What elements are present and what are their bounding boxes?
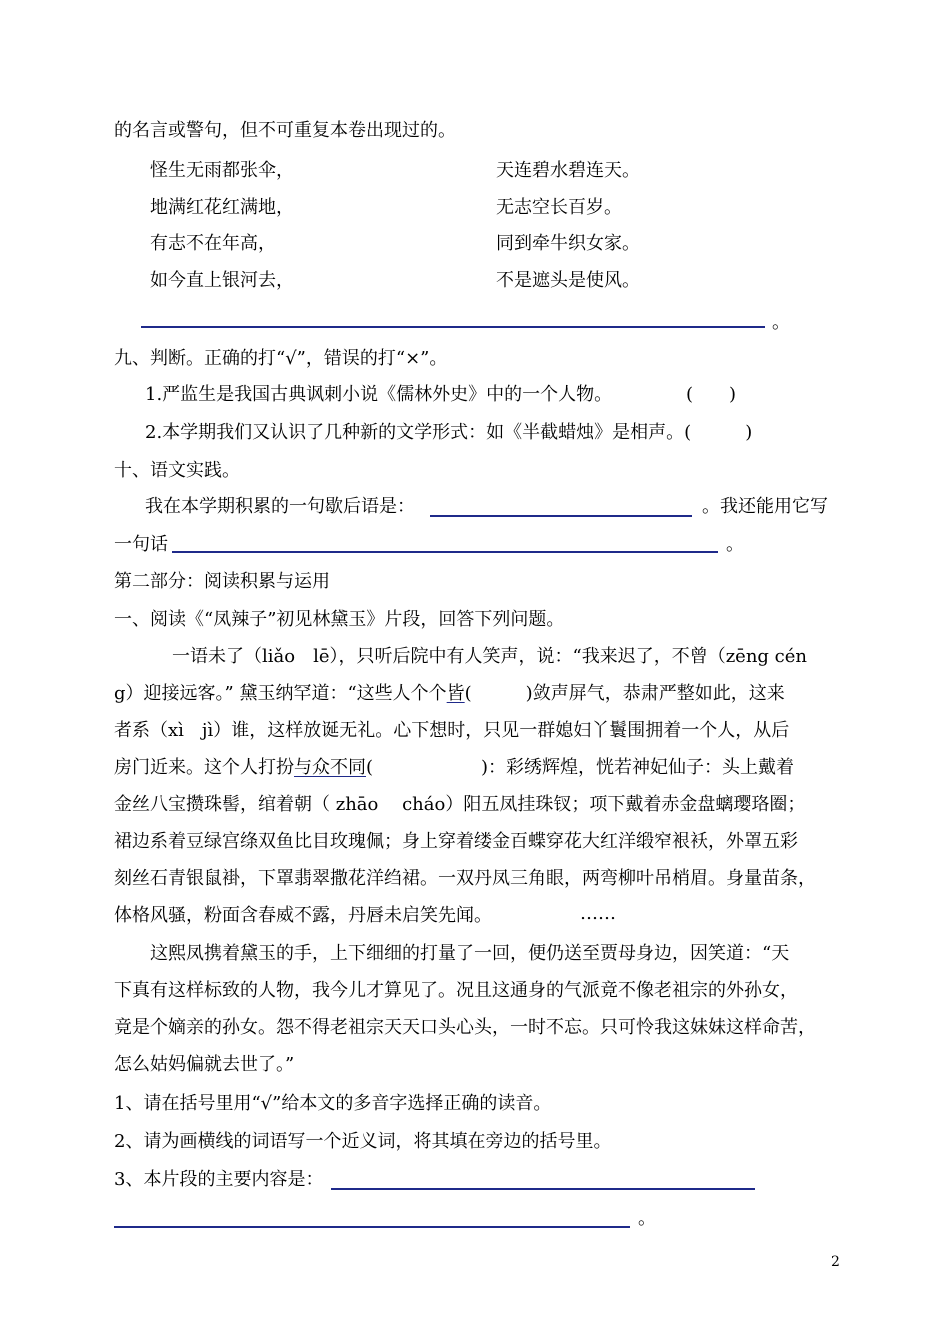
sec10-title: 十、语文实践。 <box>114 460 240 481</box>
page-number: 2 <box>831 1254 840 1270</box>
sec10-line2-end: 。 <box>726 534 744 555</box>
passage-p1-line4-b: ( )：彩绣辉煌，恍若神妃仙子：头上戴着 <box>366 757 795 778</box>
passage-p1-line2-a: g）迎接远客。” 黛玉纳罕道：“这些人个个 <box>114 683 447 704</box>
couplet-left-2: 地满红花红满地， <box>150 197 294 218</box>
couplet-left-3: 有志不在年高， <box>150 233 276 254</box>
sec10-line1-prompt: 我在本学期积累的一句歇后语是： <box>145 496 415 517</box>
couplet-left-4: 如今直上银河去， <box>150 270 294 291</box>
passage-p2-line2: 下真有这样标致的人物，我今儿才算见了。况且这通身的气派竟不像老祖宗的外孙女， <box>114 980 798 1001</box>
passage-p1-line3: 者系（xì jì）谁，这样放诞无礼。心下想时，只见一群媳妇丫鬟围拥着一个人，从后 <box>114 720 790 741</box>
passage-p2-line1: 这熙凤携着黛玉的手，上下细细的打量了一回，便仍送至贾母身边，因笑道：“天 <box>150 943 790 964</box>
passage-p1-line5: 金丝八宝攒珠髻，绾着朝（ zhāo cháo）阳五凤挂珠钗；项下戴着赤金盘螭璎珞圈； <box>114 794 806 815</box>
answer-line-xiehouyu[interactable] <box>430 515 692 517</box>
passage-p1-line7: 刻丝石青银鼠褂，下罩翡翠撒花洋绉裙。一双丹凤三角眼，两弯柳叶吊梢眉。身量苗条， <box>114 868 816 889</box>
passage-p1-line6: 裙边系着豆绿宫绦双鱼比目玫瑰佩；身上穿着缕金百蝶穿花大红洋缎窄裉袄，外罩五彩 <box>114 831 798 852</box>
sec10-line2-prompt: 一句话 <box>114 534 168 555</box>
sec9-question-1: 1.严监生是我国古典讽刺小说《儒林外史》中的一个人物。 <box>145 384 613 405</box>
sec8-intro-tail: 的名言或警句，但不可重复本卷出现过的。 <box>114 120 456 141</box>
couplet-right-4: 不是遮头是使风。 <box>496 270 640 291</box>
sec9-question-2: 2.本学期我们又认识了几种新的文学形式：如《半截蜡烛》是相声。( ) <box>145 422 753 443</box>
subquestion-2: 2、请为画横线的词语写一个近义词，将其填在旁边的括号里。 <box>114 1131 612 1152</box>
sec9-title: 九、判断。正确的打“√”，错误的打“×”。 <box>114 348 448 369</box>
underlined-word-yuzhongbutong: 与众不同 <box>294 757 366 778</box>
passage-ellipsis: …… <box>580 903 616 924</box>
part2-title: 第二部分：阅读积累与运用 <box>114 571 330 592</box>
answer-line-sec8[interactable] <box>141 326 765 328</box>
answer-line-sentence[interactable] <box>172 551 718 553</box>
sec10-line1-tail: 。我还能用它写 <box>702 496 828 517</box>
couplet-left-1: 怪生无雨都张伞， <box>150 160 294 181</box>
subquestion-3-end: 。 <box>638 1208 656 1229</box>
reading-question-title: 一、阅读《“凤辣子”初见林黛玉》片段，回答下列问题。 <box>114 609 565 630</box>
subquestion-1: 1、请在括号里用“√”给本文的多音字选择正确的读音。 <box>114 1093 552 1114</box>
subquestion-3: 3、本片段的主要内容是： <box>114 1169 324 1190</box>
answer-line-main-content-2[interactable] <box>114 1226 630 1228</box>
sec9-q1-answer-paren[interactable]: ( ) <box>686 384 737 405</box>
passage-p1-line4-a: 房门近来。这个人打扮 <box>114 757 294 778</box>
couplet-right-3: 同到牵牛织女家。 <box>496 233 640 254</box>
sec8-end-mark: 。 <box>772 312 790 333</box>
passage-p1-line1: 一语未了（liǎo lē），只听后院中有人笑声，说：“我来迟了，不曾（zēng cén <box>172 646 807 667</box>
couplet-right-2: 无志空长百岁。 <box>496 197 622 218</box>
underlined-word-jie: 皆 <box>446 683 465 704</box>
passage-p1-line4 <box>114 757 794 779</box>
passage-p1-line2 <box>114 683 785 705</box>
passage-p1-line8: 体格风骚，粉面含春威不露，丹唇未启笑先闻。 <box>114 905 492 926</box>
passage-p2-line3: 竟是个嫡亲的孙女。怨不得老祖宗天天口头心头，一时不忘。只可怜我这妹妹这样命苦， <box>114 1017 816 1038</box>
answer-line-main-content-1[interactable] <box>331 1188 755 1190</box>
passage-p2-line4: 怎么姑妈偏就去世了。” <box>114 1054 295 1075</box>
passage-p1-line2-b: ( )敛声屏气，恭肃严整如此，这来 <box>464 683 785 704</box>
couplet-right-1: 天连碧水碧连天。 <box>496 160 640 181</box>
